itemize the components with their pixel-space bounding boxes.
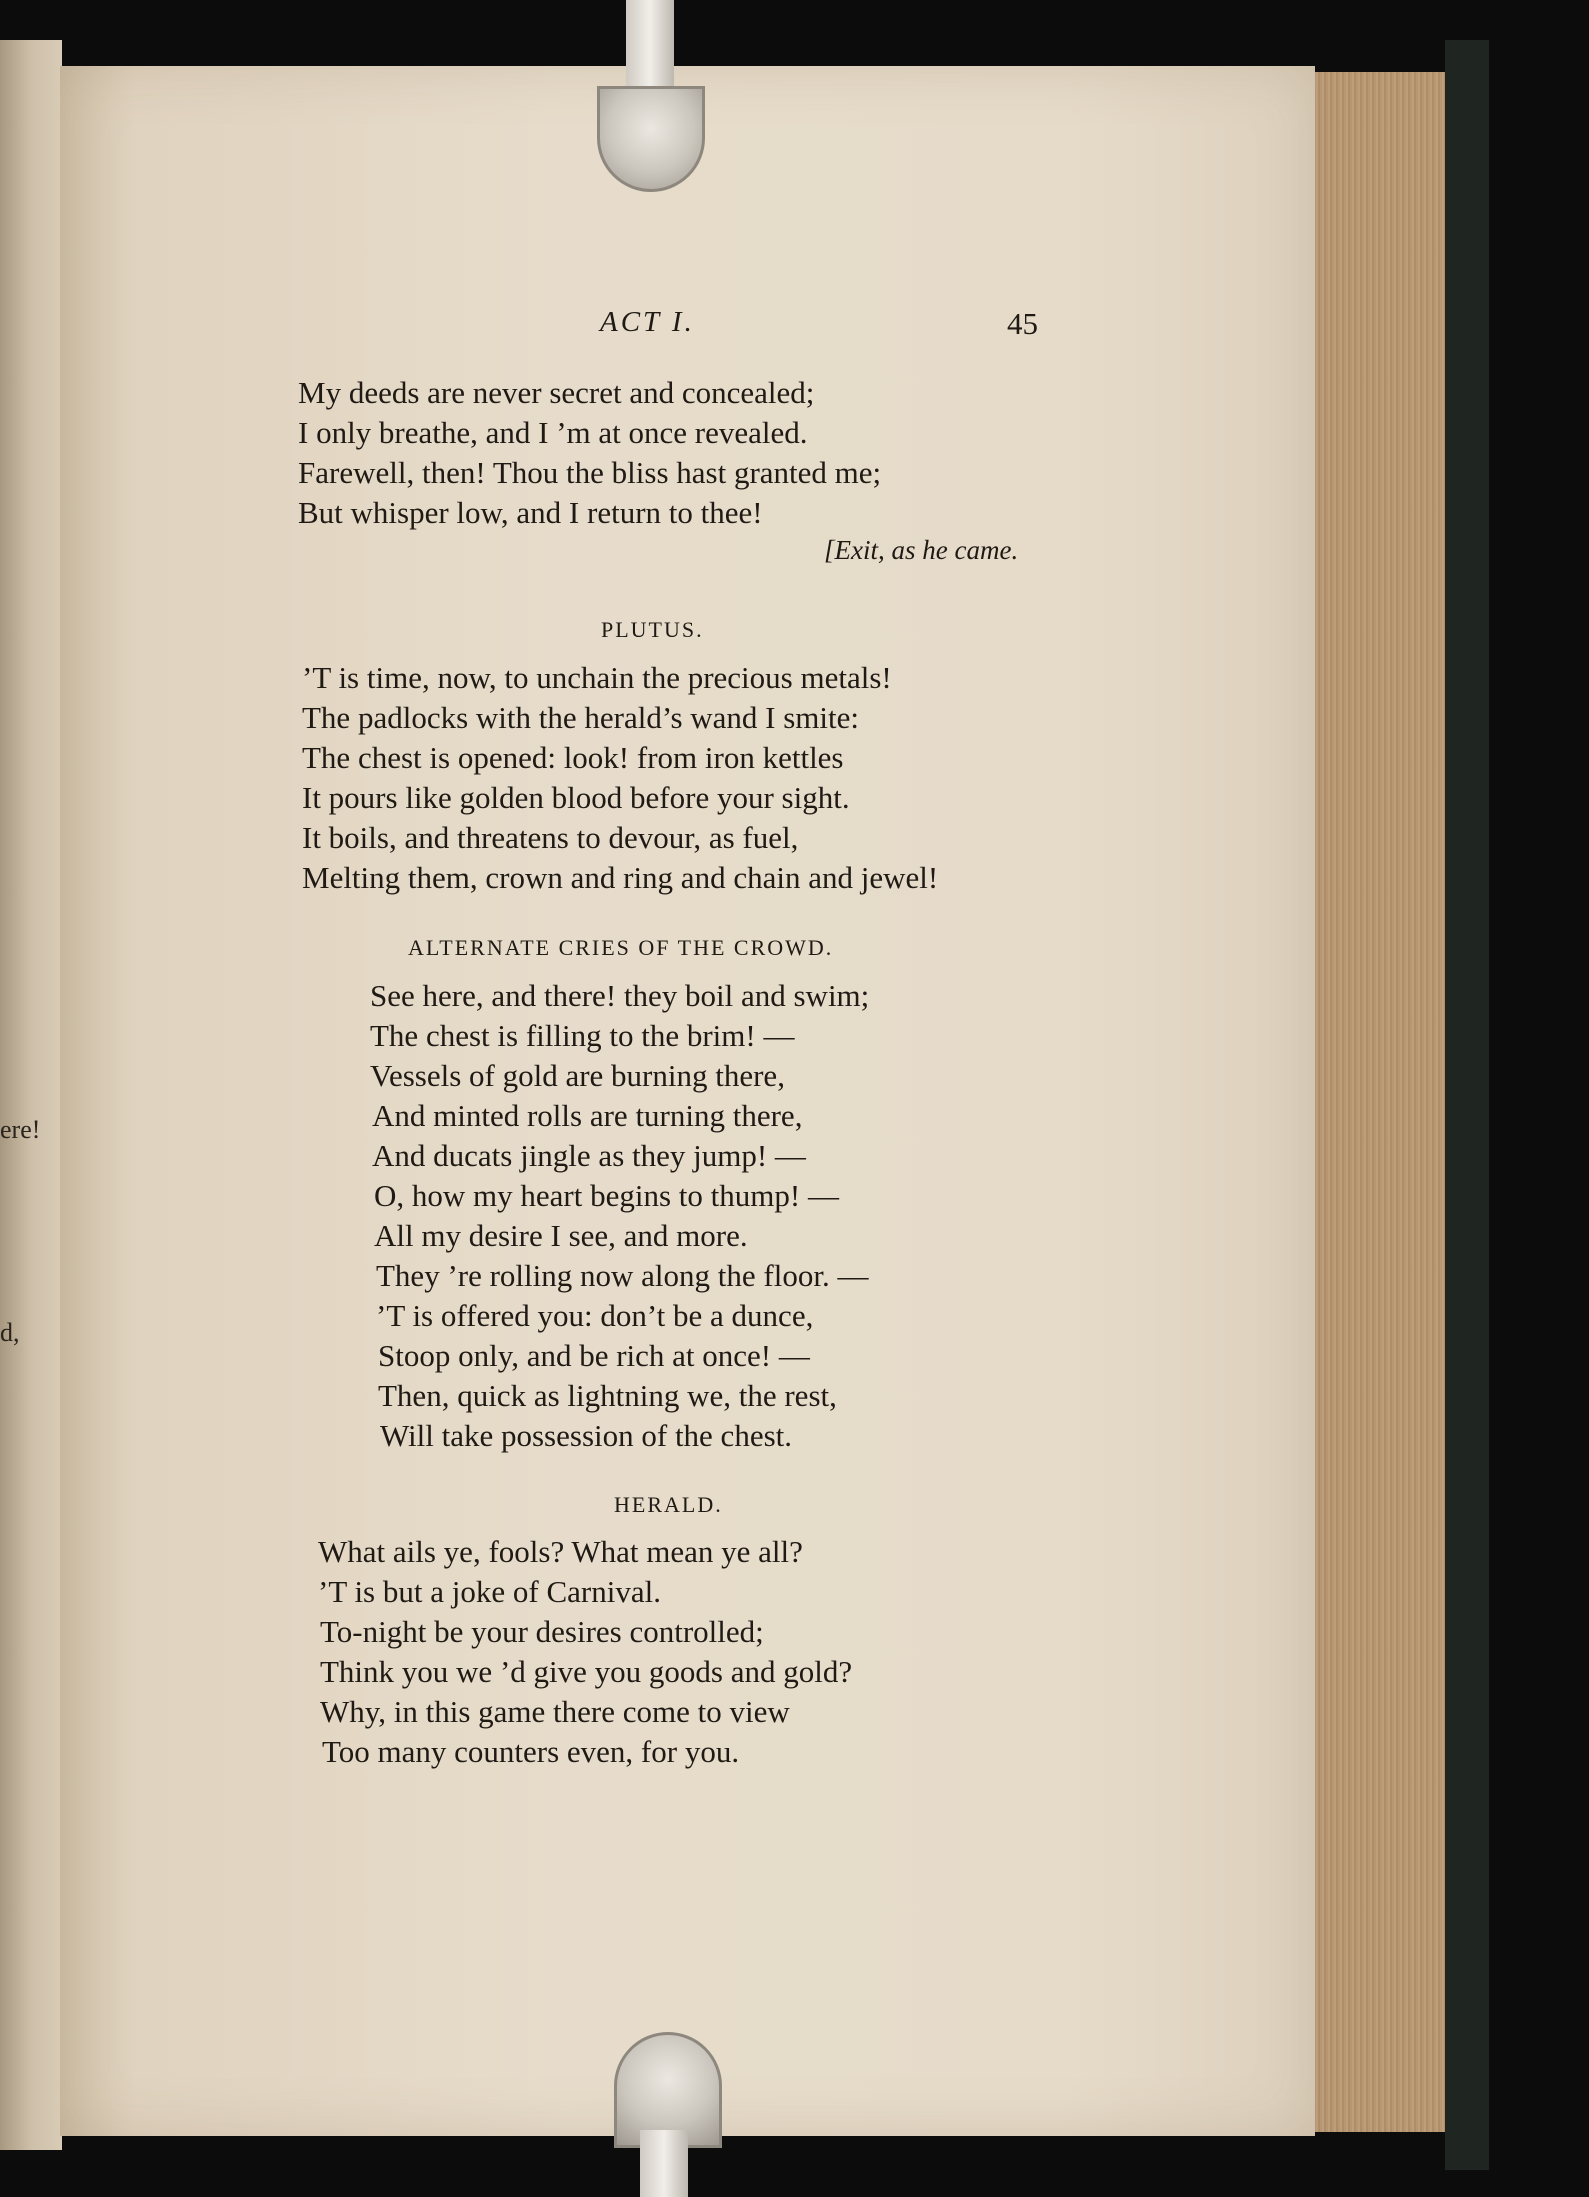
- speaker-name: PLUTUS.: [601, 617, 704, 642]
- verse-line: My deeds are never secret and concealed;: [298, 375, 815, 410]
- speaker-name: ALTERNATE CRIES OF THE CROWD.: [408, 935, 834, 960]
- verse-line: Why, in this game there come to view: [320, 1694, 790, 1729]
- page-block-edge: [1315, 72, 1445, 2132]
- verse-line: The chest is filling to the brim! —: [370, 1018, 795, 1053]
- verse-line: The chest is opened: look! from iron kettles: [302, 740, 844, 775]
- verse-line: See here, and there! they boil and swim;: [370, 978, 870, 1013]
- verse-line: Think you we ’d give you goods and gold?: [320, 1654, 853, 1689]
- verse-line: ’T is offered you: don’t be a dunce,: [376, 1298, 814, 1333]
- verse-line: And minted rolls are turning there,: [372, 1098, 803, 1133]
- verse-line: ’T is but a joke of Carnival.: [318, 1574, 661, 1609]
- verse-line: Melting them, crown and ring and chain and jewel!: [302, 860, 939, 895]
- verse-line: Then, quick as lightning we, the rest,: [378, 1378, 837, 1413]
- speaker-name: HERALD.: [614, 1492, 723, 1517]
- verse-line: It boils, and threatens to devour, as fuel,: [302, 820, 799, 855]
- verse-line: It pours like golden blood before your sight.: [302, 780, 850, 815]
- verse-line: But whisper low, and I return to thee!: [298, 495, 763, 530]
- stage-direction: [Exit, as he came.: [824, 535, 1019, 565]
- clip-stem-icon: [640, 2130, 688, 2197]
- verse-line: Stoop only, and be rich at once! —: [378, 1338, 810, 1373]
- facing-page-fragment: d,: [0, 1318, 20, 1347]
- facing-page-edge: [0, 40, 62, 2150]
- facing-page-fragment: ere!: [0, 1115, 41, 1144]
- verse-line: ’T is time, now, to unchain the precious metals!: [302, 660, 892, 695]
- clip-stem-icon: [626, 0, 674, 90]
- verse-line: What ails ye, fools? What mean ye all?: [318, 1534, 803, 1569]
- running-title: ACT I.: [600, 306, 695, 338]
- verse-line: Vessels of gold are burning there,: [370, 1058, 785, 1093]
- verse-line: I only breathe, and I ’m at once revealed.: [298, 415, 808, 450]
- verse-line: Too many counters even, for you.: [322, 1734, 740, 1769]
- verse-line: They ’re rolling now along the floor. —: [376, 1258, 869, 1293]
- page-number: 45: [1007, 306, 1038, 341]
- page-clip-icon: [597, 86, 705, 192]
- verse-line: All my desire I see, and more.: [374, 1218, 748, 1253]
- verse-line: Farewell, then! Thou the bliss hast granted me;: [298, 455, 882, 490]
- verse-line: Will take possession of the chest.: [380, 1418, 793, 1453]
- verse-line: O, how my heart begins to thump! —: [374, 1178, 839, 1213]
- verse-line: To-night be your desires controlled;: [320, 1614, 764, 1649]
- verse-line: And ducats jingle as they jump! —: [372, 1138, 806, 1173]
- verse-line: The padlocks with the herald’s wand I smite:: [302, 700, 860, 735]
- book-cover: [1445, 40, 1489, 2170]
